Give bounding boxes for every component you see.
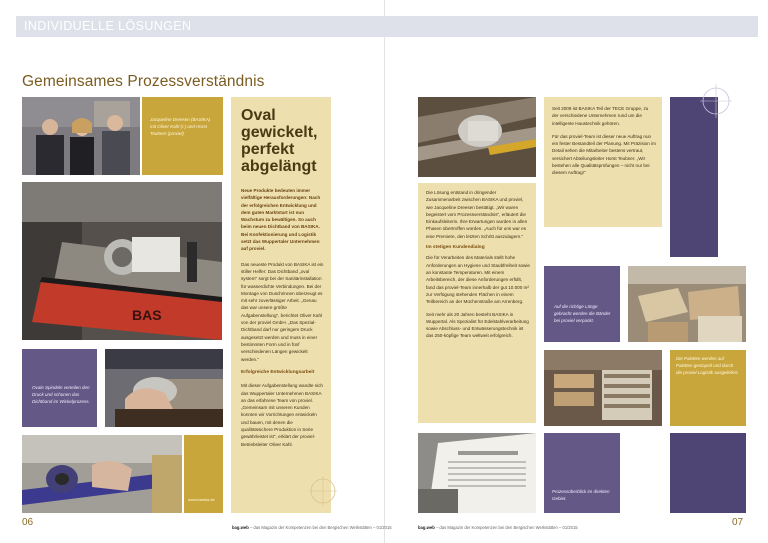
photo-roll-image	[418, 97, 536, 177]
website-url: www.basika.de	[188, 497, 215, 502]
photo-spindle-image	[105, 349, 223, 427]
right-body-mid-2: Die für Verarbeiten des Materials stellt hohe Anforderungen an Hygiene und Staubfreiheit sowie an konstante Temperaturen. Mit einem Arbeitsbereich, der diese Anforderungen erfüllt, fand das proviel-Team innerhalb der gut 10.000 m² zur Verfügung stehenden Flächen in einem Teilbereich an der Müchenstraße am Arrenberg.	[426, 255, 530, 305]
ornament-circle-right	[700, 84, 732, 118]
right-body-top-2: Für das proviel-Team ist dieser neue Auftrag nun ein fester Bestandteil der Planung. Mit Präzision im Detail sehen die Mitarbeiter bestens vertraut, versichert Abteilungsleiter Horst Teubner. „Wir bestehen alle Qualitätsprüfungen – nicht nur bei diesem Auftrag!"	[552, 133, 656, 176]
photo-process-sheet	[418, 433, 536, 513]
footer-brand-right: bag.web	[418, 525, 435, 530]
section-header-bar	[16, 16, 758, 37]
photo-people	[22, 97, 140, 175]
ornament-circle-left	[309, 476, 337, 506]
right-body-top: Seit 2009 ist BASIKA Teil der TECE Gruppe, zu der verschiedene Unternehmen rund um die intelligente Haustechnik gehören.	[552, 106, 649, 126]
subheading-development: Erfolgreiche Entwicklungsarbeit	[241, 369, 315, 375]
left-text-column	[231, 97, 331, 513]
footer-left	[232, 525, 392, 530]
headline-line-4: abgelängt	[241, 158, 317, 175]
photo-roll	[418, 97, 536, 177]
footer-brand-left: bag.web	[232, 525, 249, 530]
body-text-1: Das neueste Produkt von BASIKA ist ein stiller Helfer: Das Dichtband „oval system" sorgt bei der Sanitärinstallation für wasserdichte Verbindungen. Bei der Montage von Duschrinnen überzeugt es mit sehr zuverlässiger Arbeit. „Genau das war unsere größte Aufgabenstellung", berichtet Oliver Kahl von der proviel GmbH. „Das Spezial-Dichtband darf nur geringem Druck ausgesetzt werden und muss in einer bestimmten Form und in fünf verschiedenen Längen gewickelt werden."	[241, 261, 324, 362]
photo-machine-image	[22, 182, 222, 340]
right-middle-text-column	[418, 183, 536, 423]
gold-block-caption-people	[142, 97, 223, 175]
page-number-right: 07	[732, 517, 744, 528]
right-body-mid-3: Seit mehr als 20 Jahren besteht BASIKA in Wuppertal. Als Spezialist für Edelstahlverarbeitung sowie Abschluss- und Entwässerungstechnik ist das 250-köpfige Team weltweit erfolgreich.	[426, 311, 529, 339]
page-spine	[384, 0, 385, 543]
gold-block-url	[184, 435, 223, 513]
photo-shelf-image	[544, 350, 662, 426]
subheading-customer-dialog: Im stetigen Kundendialog	[426, 245, 485, 251]
section-header-title: INDIVIDUELLE LÖSUNGEN	[24, 19, 192, 33]
article-intro: Neue Produkte bedeuten immer vielfältige Herausforderungen: Nach der erfolgreichen Entwicklung und dem guten Marktstart ist nun Wachstum zu bewältigen. So auch beim neuen Dichtband von BASIKA. Bei Konfektionierung und Logistik setzt das Wuppertaler Unternehmen auf proviel.	[241, 188, 321, 252]
photo-tape	[22, 435, 182, 513]
footer-right	[418, 525, 578, 530]
headline-line-3: perfekt	[241, 141, 295, 158]
purple-column-right	[670, 97, 718, 257]
footer-text-right: – das Magazin der Kompetenzen bei den Bergischen Werkstätten – 01/2015	[435, 525, 578, 530]
purple-caption-block-length	[544, 266, 620, 342]
footer-text-left: – das Magazin der Kompetenzen bei den Bergischen Werkstätten – 01/2015	[249, 525, 392, 530]
photo-people-image	[22, 97, 140, 175]
caption-people: Jacqueline Dreesen (BASIKA) mit Oliver Kahl (r.) und Horst Teubner (proviel)	[150, 117, 211, 136]
gold-caption-block-pallets	[670, 350, 746, 426]
caption-spindle: Ovale Spindeln verteilen den Druck und schonen das Dichtband im Wickelprozess.	[32, 385, 90, 404]
left-gap-strip	[339, 97, 379, 513]
purple-block-bottom-right	[670, 433, 746, 513]
photo-tape-image	[22, 435, 182, 513]
photo-boxes-image	[628, 266, 746, 342]
right-body-mid: Die Lösung entstand in dringender Zusammenarbeit zwischen BASIKA und proviel, wie Jacqueline Dreesen bestätigt. „Wir waren begeistert vom Prozessverständnis", erläutert die Einkaufsleiterin. Ihre Erwartungen wurden in allen Phasen übertroffen worden. „Auch für uns war es eine Premiere, den letzten Schritt auszulagern."	[426, 190, 528, 239]
article-headline	[241, 107, 324, 175]
photo-boxes	[628, 266, 746, 342]
svg-text:BAS: BAS	[132, 307, 162, 323]
photo-spindle	[105, 349, 223, 427]
body-text-2: Mit dieser Aufgabenstellung wandte sich das Wuppertaler Unternehmen BASIKA an das erfahrene Team von proviel. „Gemeinsam mit unseren Kunden konnten wir Vorrichtungen entwickeln und bauen, mit denen die qualitätssichere Produktion in Serie gewährleistet ist", erklärt der proviel-Betriebsleiter Oliver Kahl.	[241, 383, 323, 447]
headline-line-1: Oval	[241, 107, 276, 124]
right-top-text-box	[544, 97, 662, 227]
caption-length: Auf die richtige Länge gebracht werden die Bänder bei proviel verpackt.	[554, 304, 611, 323]
caption-pallets: Die Paletten werden auf Paletten gestapelt und durch die proviel Logistik ausgeliefert.	[676, 356, 739, 375]
photo-process-sheet-image	[418, 433, 536, 513]
article-heading: Gemeinsames Prozessverständnis	[22, 73, 265, 90]
purple-caption-block-sheet	[544, 433, 620, 513]
photo-shelf	[544, 350, 662, 426]
caption-sheet: Prozessüberblick im direkten Gebiet.	[552, 489, 610, 501]
purple-caption-block-spindle	[22, 349, 97, 427]
photo-machine	[22, 182, 222, 340]
headline-line-2: gewickelt,	[241, 124, 318, 141]
page-number-left: 06	[22, 517, 34, 528]
